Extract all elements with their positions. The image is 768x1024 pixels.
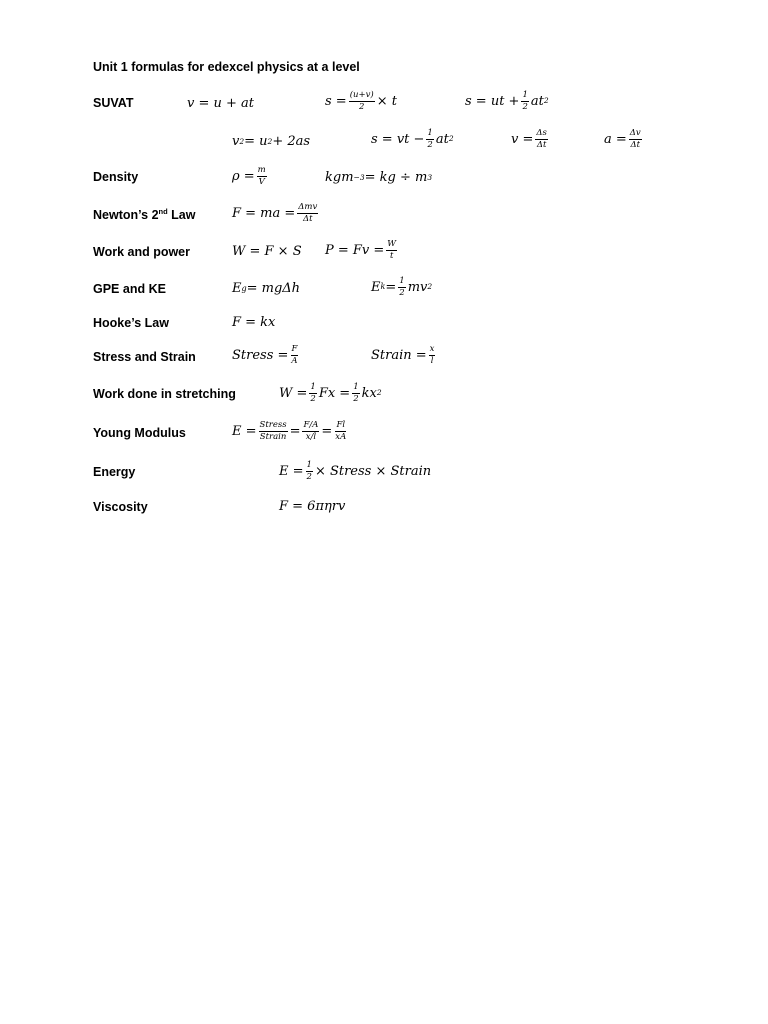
eq-strain: Strain = $\frac{x}{l}$	[371, 344, 435, 366]
label-viscosity: Viscosity	[93, 500, 148, 514]
label-hooke: Hooke’s Law	[93, 316, 169, 330]
eq-rho: ρ = $\frac{m}{V}$	[232, 165, 266, 187]
eq-w-fs: W = F × S	[232, 244, 302, 259]
label-energy: Energy	[93, 465, 136, 479]
eq-energy: E = $\frac{1}{2}$ × Stress × Strain	[279, 460, 432, 482]
eq-v-u-at: v = u + at	[187, 96, 255, 111]
eq-eg: E g = mgΔh	[232, 281, 301, 296]
label-density: Density	[93, 170, 139, 184]
eq-kgm: kgm −3 = kg ÷ m 3	[325, 170, 433, 185]
eq-s-average: s = $\frac{(u+v)}{2}$ × t	[325, 90, 397, 112]
eq-ek: E k = $\frac{1}{2}$ mv 2	[371, 276, 433, 298]
eq-s-ut: s = ut + $\frac{1}{2}$ at 2	[465, 90, 549, 112]
eq-young: E = $\frac{\text{Stress}}{\text{Strain}}$ = $\frac{F/A}{x/l}$ = $\frac{Fl}{xA}$	[232, 420, 347, 442]
eq-viscosity: F = 6πηrv	[279, 499, 346, 514]
label-gpe-ke: GPE and KE	[93, 282, 166, 296]
label-suvat: SUVAT	[93, 96, 134, 110]
eq-stress: Stress = $\frac{F}{A}$	[232, 344, 298, 366]
label-work-stretching: Work done in stretching	[93, 387, 236, 401]
page-title: Unit 1 formulas for edexcel physics at a level	[93, 60, 360, 74]
label-work-power: Work and power	[93, 245, 191, 259]
eq-f-ma: F = ma = $\frac{\text{Δmv}}{\Delta t}$	[232, 202, 318, 224]
eq-s-vt: s = vt − $\frac{1}{2}$ at 2	[371, 128, 454, 150]
label-young-modulus: Young Modulus	[93, 426, 186, 440]
eq-a-dv-dt: a = $\frac{\Delta v}{\Delta t}$	[604, 128, 641, 150]
eq-p-fv: P = Fv = $\frac{W}{t}$	[325, 239, 397, 261]
eq-w-stretch: W = $\frac{1}{2}$ Fx = $\frac{1}{2}$ kx 2	[279, 382, 382, 404]
eq-f-kx: F = kx	[232, 315, 276, 330]
label-newton: Newton’s 2nd Law	[93, 206, 196, 222]
label-stress-strain: Stress and Strain	[93, 350, 196, 364]
eq-v-squared: v 2 = u 2 + 2as	[232, 134, 311, 149]
eq-v-ds-dt: v = $\frac{\Delta s}{\Delta t}$	[511, 128, 547, 150]
